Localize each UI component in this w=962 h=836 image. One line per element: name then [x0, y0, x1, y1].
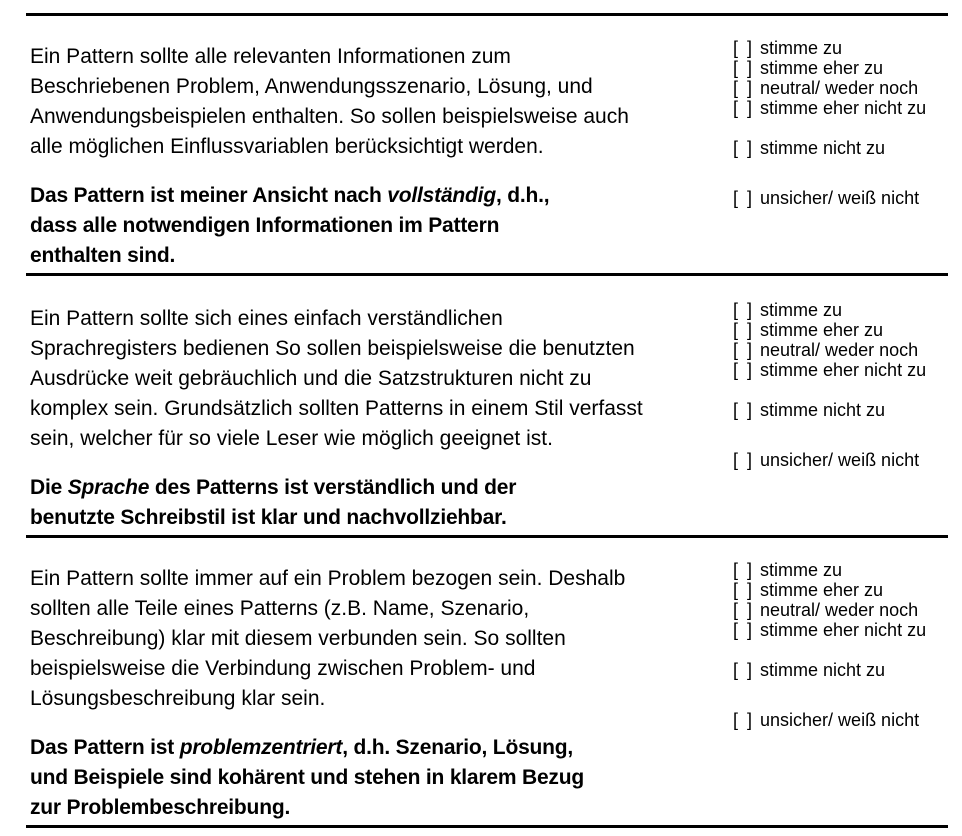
statement-text: Die: [30, 476, 68, 499]
rating-option-row: [733, 360, 948, 380]
statement-text: Das Pattern ist meiner Ansicht nach: [30, 184, 388, 207]
rating-option-row: [733, 78, 948, 98]
statement-line: dass alle notwendigen Informationen im Pattern: [30, 214, 500, 237]
rating-option-row: [733, 320, 948, 340]
checkbox[interactable]: [ ]: [733, 450, 755, 470]
description-line: sollten alle Teile eines Patterns (z.B. Name, Szenario,: [30, 597, 530, 620]
section-text-column: [30, 276, 733, 533]
rating-options: [733, 16, 948, 271]
option-label: stimme eher zu: [760, 320, 884, 340]
checkbox[interactable]: [ ]: [733, 600, 755, 620]
option-label: unsicher/ weiß nicht: [760, 188, 920, 208]
section-text-column: [30, 538, 733, 823]
option-label: stimme nicht zu: [760, 400, 886, 420]
description-line: sein, welcher für so viele Leser wie möglich geeignet ist.: [30, 427, 553, 450]
description-line: Sprachregisters bedienen So sollen beispielsweise die benutzten: [30, 337, 635, 360]
option-label: unsicher/ weiß nicht: [760, 450, 920, 470]
statement-line: [30, 733, 733, 763]
statement-text: des Patterns ist verständlich und der: [149, 476, 517, 499]
statement-line: benutzte Schreibstil ist klar und nachvollziehbar.: [30, 506, 507, 529]
description-line: Ein Pattern sollte alle relevanten Informationen zum: [30, 45, 511, 68]
section-statement: [30, 181, 733, 271]
checkbox[interactable]: [ ]: [733, 360, 755, 380]
option-label: stimme eher zu: [760, 580, 884, 600]
statement-line: enthalten sind.: [30, 244, 176, 267]
rating-options: [733, 538, 948, 823]
option-label: neutral/ weder noch: [760, 78, 919, 98]
option-label: stimme zu: [760, 300, 843, 320]
rating-option-row: [733, 450, 948, 470]
statement-emphasis: problemzentriert: [179, 736, 343, 759]
description-line: Beschreibung) klar mit diesem verbunden sein. So sollten: [30, 627, 566, 650]
option-label: stimme eher nicht zu: [760, 360, 927, 380]
option-label: stimme zu: [760, 38, 843, 58]
description-line: komplex sein. Grundsätzlich sollten Patterns in einem Stil verfasst: [30, 397, 643, 420]
questionnaire-section: [0, 538, 962, 825]
section-description: [30, 42, 733, 162]
checkbox[interactable]: [ ]: [733, 58, 755, 78]
checkbox[interactable]: [ ]: [733, 660, 755, 680]
option-label: stimme eher nicht zu: [760, 620, 927, 640]
description-line: beispielsweise die Verbindung zwischen Problem- und: [30, 657, 536, 680]
checkbox[interactable]: [ ]: [733, 580, 755, 600]
checkbox[interactable]: [ ]: [733, 320, 755, 340]
option-label: stimme eher nicht zu: [760, 98, 927, 118]
section-statement: [30, 733, 733, 823]
rating-option-row: [733, 188, 948, 208]
rating-option-row: [733, 340, 948, 360]
option-label: neutral/ weder noch: [760, 600, 919, 620]
description-line: alle möglichen Einflussvariablen berücksichtigt werden.: [30, 135, 544, 158]
rating-option-row: [733, 400, 948, 420]
checkbox[interactable]: [ ]: [733, 138, 755, 158]
rating-option-row: [733, 38, 948, 58]
checkbox[interactable]: [ ]: [733, 340, 755, 360]
option-label: neutral/ weder noch: [760, 340, 919, 360]
questionnaire-section: [0, 16, 962, 273]
section-description: [30, 564, 733, 714]
checkbox[interactable]: [ ]: [733, 78, 755, 98]
questionnaire-section: [0, 276, 962, 535]
checkbox[interactable]: [ ]: [733, 188, 755, 208]
rating-options: [733, 276, 948, 533]
statement-line: und Beispiele sind kohärent und stehen in klarem Bezug: [30, 766, 584, 789]
section-description: [30, 304, 733, 454]
section-divider: [26, 825, 948, 828]
description-line: Beschriebenen Problem, Anwendungsszenario, Lösung, und: [30, 75, 593, 98]
description-line: Ausdrücke weit gebräuchlich und die Satzstrukturen nicht zu: [30, 367, 592, 390]
rating-option-row: [733, 560, 948, 580]
description-line: Ein Pattern sollte immer auf ein Problem bezogen sein. Deshalb: [30, 567, 626, 590]
section-text-column: [30, 16, 733, 271]
section-statement: [30, 473, 733, 533]
rating-option-row: [733, 98, 948, 118]
statement-text: Das Pattern ist: [30, 736, 180, 759]
rating-option-row: [733, 138, 948, 158]
option-label: unsicher/ weiß nicht: [760, 710, 920, 730]
rating-option-row: [733, 300, 948, 320]
option-label: stimme eher zu: [760, 58, 884, 78]
rating-option-row: [733, 620, 948, 640]
rating-option-row: [733, 600, 948, 620]
checkbox[interactable]: [ ]: [733, 400, 755, 420]
statement-emphasis: vollständig: [387, 184, 496, 207]
checkbox[interactable]: [ ]: [733, 620, 755, 640]
statement-line: [30, 181, 733, 211]
rating-option-row: [733, 58, 948, 78]
statement-line: [30, 473, 733, 503]
description-line: Lösungsbeschreibung klar sein.: [30, 687, 326, 710]
statement-text: , d.h. Szenario, Lösung,: [342, 736, 574, 759]
checkbox[interactable]: [ ]: [733, 98, 755, 118]
checkbox[interactable]: [ ]: [733, 38, 755, 58]
description-line: Anwendungsbeispielen enthalten. So sollen beispielsweise auch: [30, 105, 629, 128]
statement-line: zur Problembeschreibung.: [30, 796, 291, 819]
checkbox[interactable]: [ ]: [733, 560, 755, 580]
rating-option-row: [733, 660, 948, 680]
description-line: Ein Pattern sollte sich eines einfach verständlichen: [30, 307, 503, 330]
checkbox[interactable]: [ ]: [733, 710, 755, 730]
rating-option-row: [733, 710, 948, 730]
option-label: stimme nicht zu: [760, 660, 886, 680]
checkbox[interactable]: [ ]: [733, 300, 755, 320]
rating-option-row: [733, 580, 948, 600]
statement-emphasis: Sprache: [67, 476, 150, 499]
statement-text: , d.h.,: [495, 184, 550, 207]
option-label: stimme nicht zu: [760, 138, 886, 158]
option-label: stimme zu: [760, 560, 843, 580]
